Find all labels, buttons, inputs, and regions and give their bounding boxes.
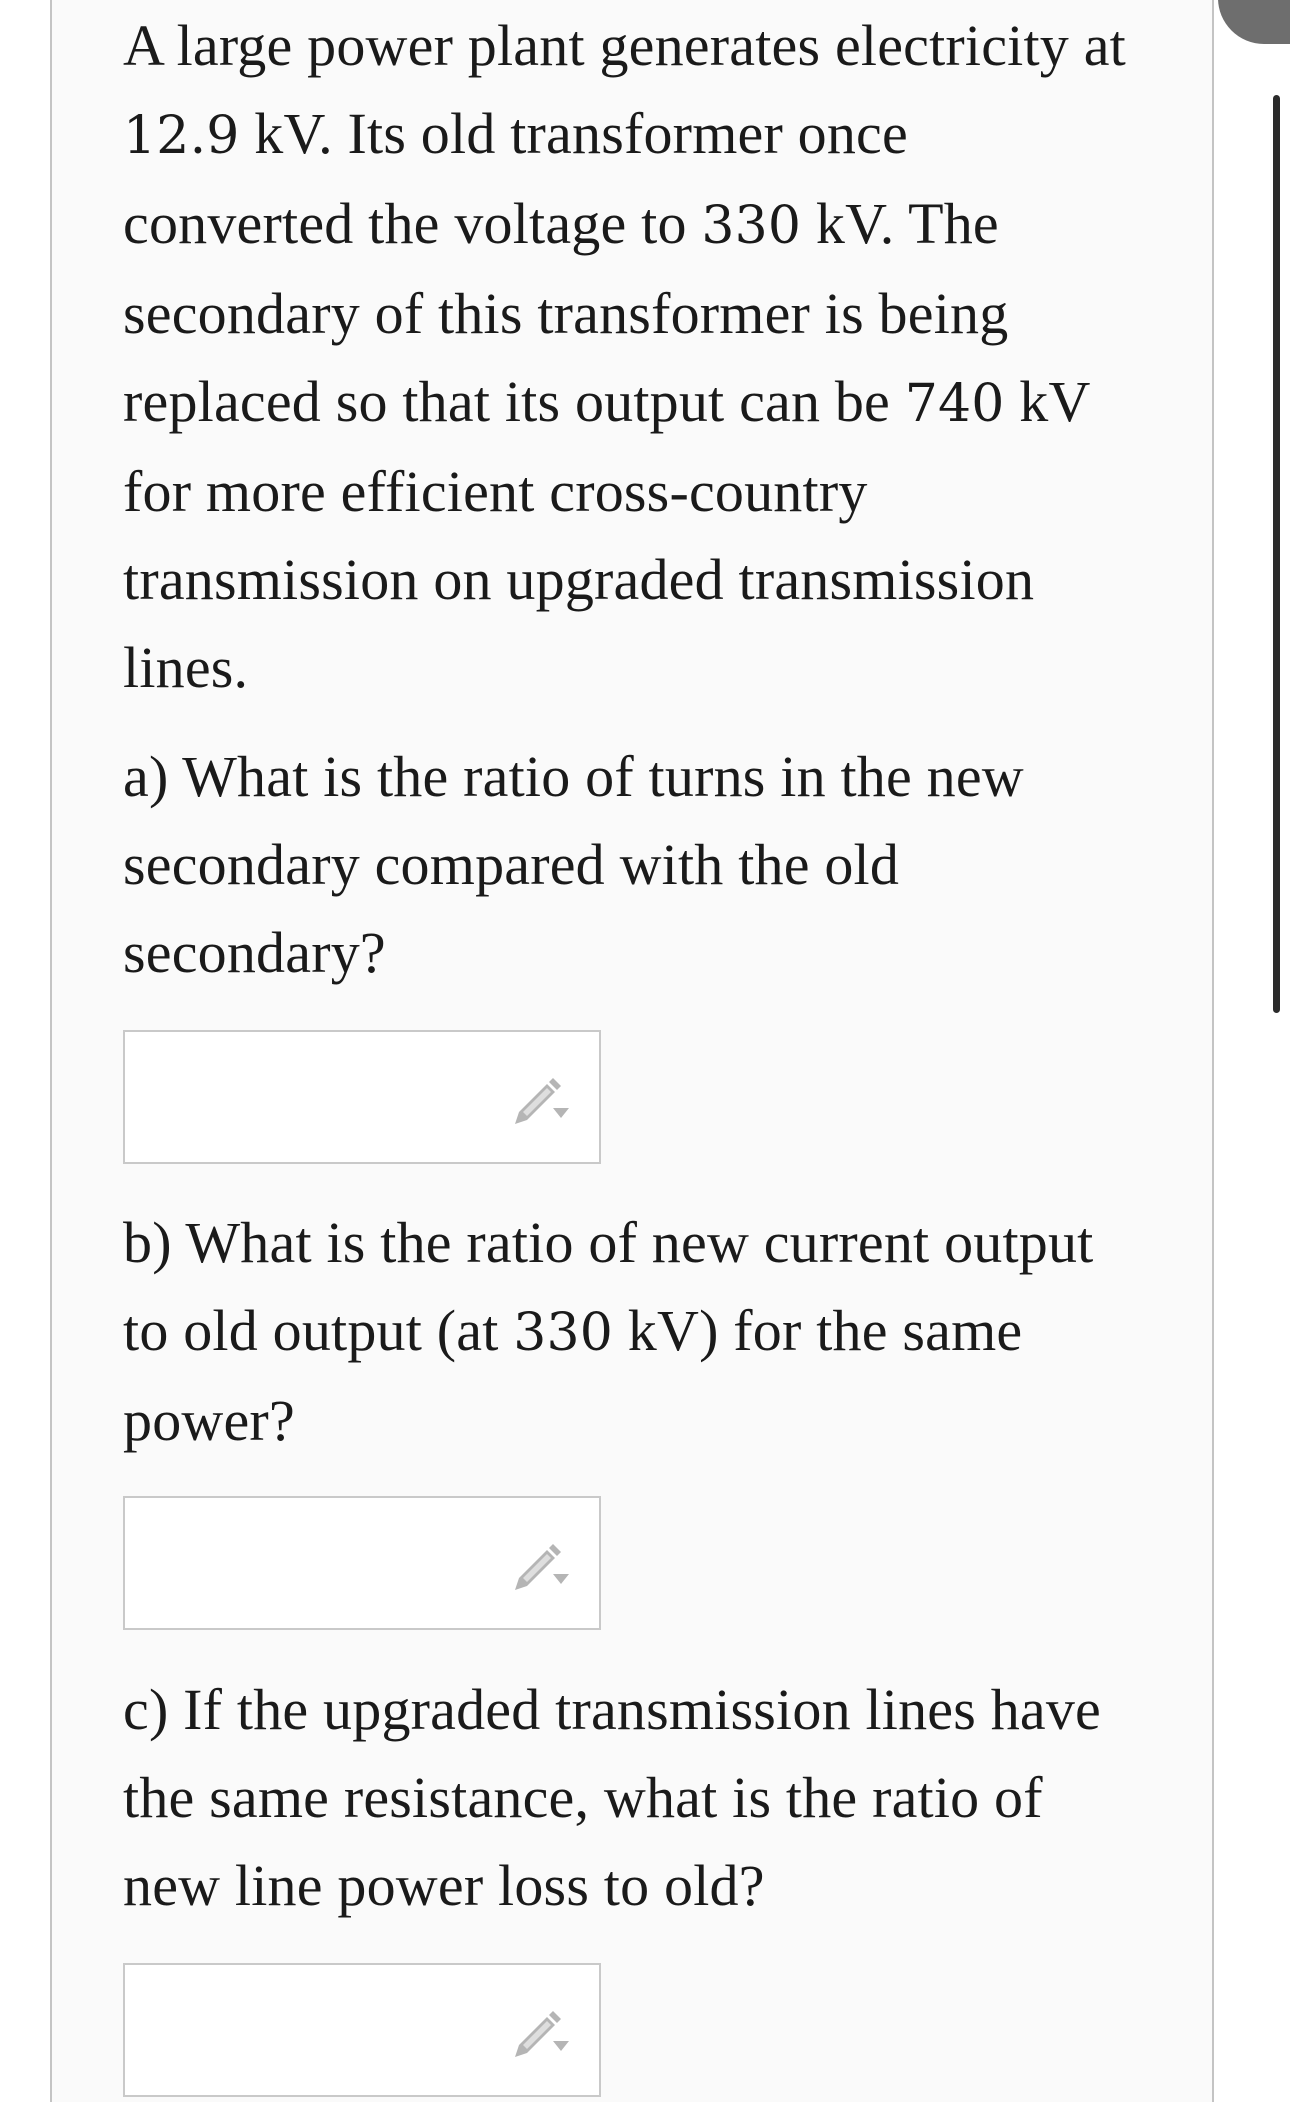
- part-b-value: 330: [513, 1303, 614, 1363]
- answer-input-a[interactable]: [123, 1030, 601, 1164]
- question-part-b: [123, 1199, 1153, 1465]
- part-b-text-2: kV) for the same power?: [123, 1298, 1023, 1453]
- pencil-icon[interactable]: [505, 1538, 575, 1594]
- part-b-text-1: b) What is the ratio of new current output to old output (at: [123, 1210, 1094, 1363]
- corner-tab: [1218, 0, 1290, 44]
- scrollbar[interactable]: [1270, 95, 1284, 1015]
- question-part-c: c) If the upgraded transmission lines have the same resistance, what is the ratio of new line power loss to old?: [123, 1677, 1102, 1918]
- scrollbar-thumb[interactable]: [1273, 95, 1280, 1013]
- intro-value-2: 330: [701, 196, 802, 256]
- pencil-icon[interactable]: [505, 2005, 575, 2061]
- intro-text-3: kV. The secondary of this transformer is being replaced so that its output can be: [123, 191, 1009, 434]
- intro-value-1: 12.9: [123, 106, 240, 166]
- intro-text-4: kV for more efficient cross-country transmission on upgraded transmission lines.: [123, 369, 1090, 700]
- question-intro: [123, 2, 1153, 712]
- pencil-icon[interactable]: [505, 1072, 575, 1128]
- intro-value-3: 740: [904, 374, 1005, 434]
- answer-input-c[interactable]: [123, 1963, 601, 2097]
- intro-text-2: kV. Its old transformer once converted the voltage to: [123, 101, 908, 256]
- intro-text-1: A large power plant generates electricity at: [123, 13, 1126, 78]
- question-part-a: a) What is the ratio of turns in the new secondary compared with the old secondary?: [123, 744, 1024, 985]
- answer-input-b[interactable]: [123, 1496, 601, 1630]
